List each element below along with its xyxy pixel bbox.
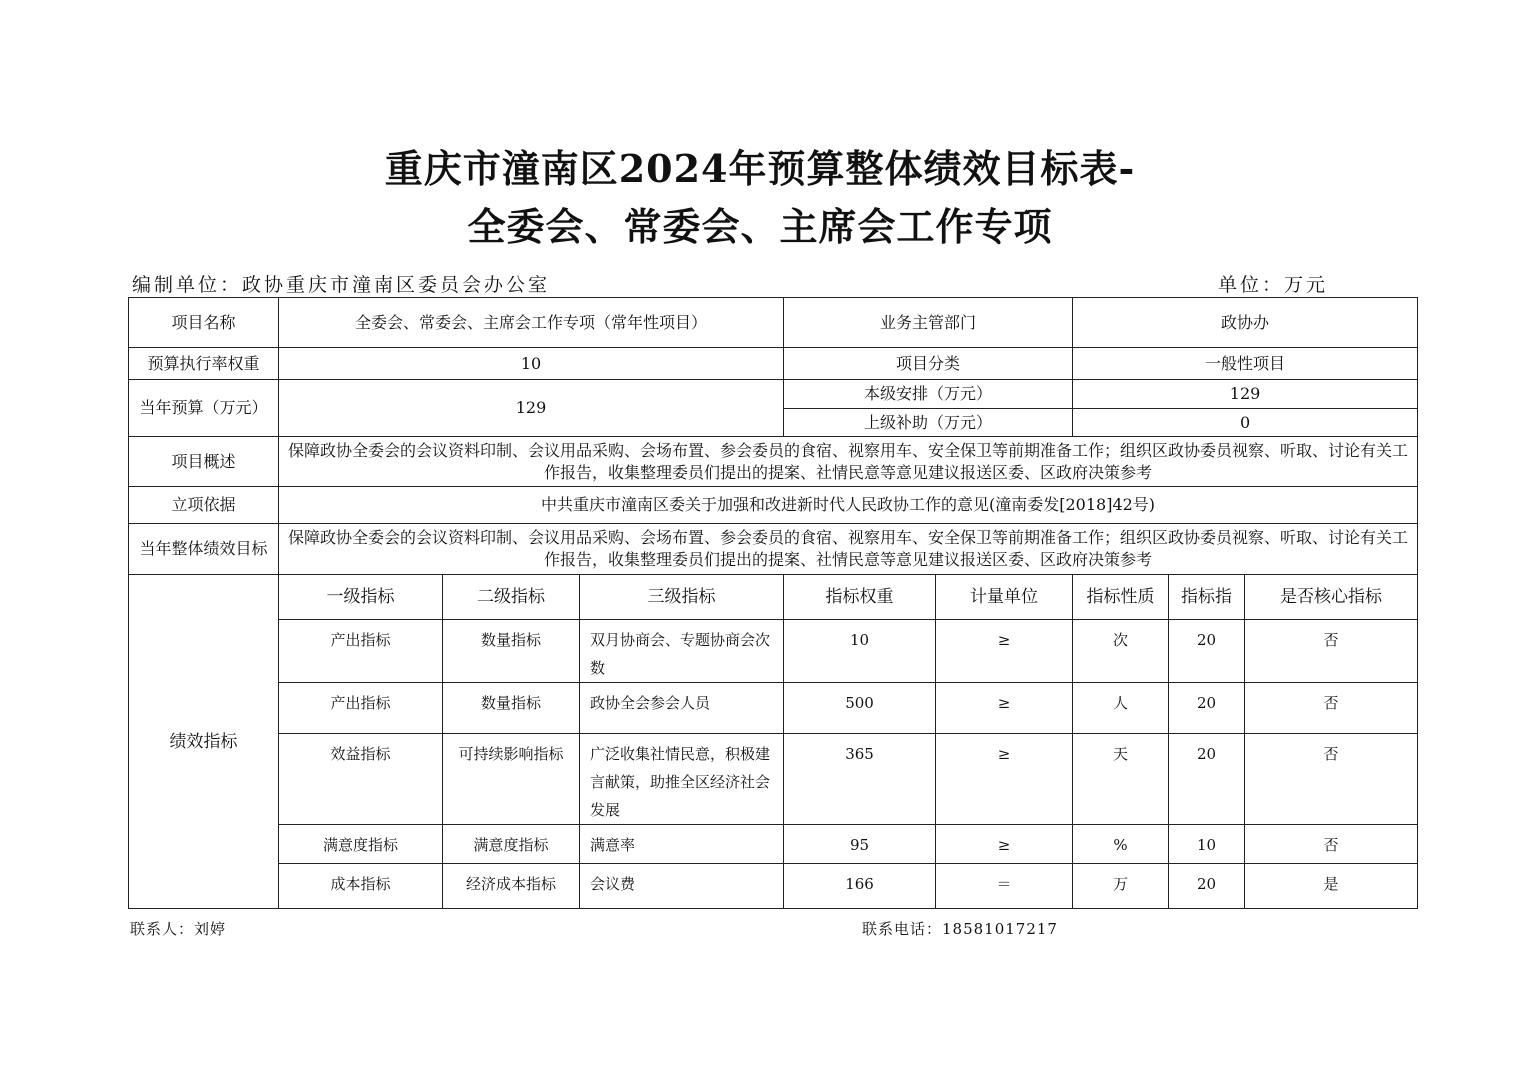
- page-title-line1: 重庆市潼南区2024年预算整体绩效目标表-: [384, 146, 1136, 191]
- header-unit: 计量单位: [936, 575, 1073, 620]
- indicator-level1: 产出指标: [279, 683, 443, 734]
- upper-label: 上级补助（万元）: [784, 409, 1073, 437]
- indicator-level3: 满意率: [580, 825, 784, 864]
- table-row: [129, 734, 1418, 825]
- indicator-value: 10: [1169, 825, 1245, 864]
- indicator-weight: 10: [784, 620, 936, 683]
- indicator-header-row: [129, 575, 1418, 620]
- indicator-level3: 双月协商会、专题协商会次数: [580, 620, 784, 683]
- indicator-level2: 可持续影响指标: [443, 734, 580, 825]
- row-basis: [129, 487, 1418, 524]
- unit-label: 单位：万元: [1218, 274, 1329, 296]
- rate-label: 预算执行率权重: [129, 348, 279, 380]
- row-goal: [129, 524, 1418, 575]
- indicator-level3: 广泛收集社情民意，积极建言献策，助推全区经济社会发展: [580, 734, 784, 825]
- table-row: [129, 620, 1418, 683]
- goal-value: 保障政协全委会的会议资料印制、会议用品采购、会场布置、参会委员的食宿、视察用车、安全保卫等前期准备工作；组织区政协委员视察、听取、讨论有关工作报告，收集整理委员们提出的提案、社情民意等意见建议报送区委、区政府决策参考: [279, 524, 1418, 575]
- indicator-level2: 经济成本指标: [443, 864, 580, 909]
- goal-label: 当年整体绩效目标: [129, 524, 279, 575]
- header-level1: 一级指标: [279, 575, 443, 620]
- row-budget-local: [129, 380, 1418, 409]
- dept-label: 业务主管部门: [784, 298, 1073, 348]
- indicator-weight: 166: [784, 864, 936, 909]
- indicator-value: 20: [1169, 734, 1245, 825]
- indicator-unit: 万: [1073, 864, 1169, 909]
- budget-label: 当年预算（万元）: [129, 380, 279, 437]
- indicator-level3: 政协全会参会人员: [580, 683, 784, 734]
- indicator-operator: ≥: [936, 620, 1073, 683]
- basis-value: 中共重庆市潼南区委关于加强和改进新时代人民政协工作的意见(潼南委发[2018]42号): [279, 487, 1418, 524]
- indicator-level1: 效益指标: [279, 734, 443, 825]
- indicators-label: 绩效指标: [129, 575, 279, 909]
- indicator-core: 否: [1245, 683, 1418, 734]
- header-weight: 指标权重: [784, 575, 936, 620]
- category-label: 项目分类: [784, 348, 1073, 380]
- contact-phone: 联系电话：18581017217: [862, 920, 1058, 938]
- indicator-core: 否: [1245, 825, 1418, 864]
- org-label: 编制单位：政协重庆市潼南区委员会办公室: [132, 274, 551, 296]
- indicator-weight: 365: [784, 734, 936, 825]
- page-title-line2: 全委会、常委会、主席会工作专项: [467, 204, 1053, 249]
- indicator-value: 20: [1169, 683, 1245, 734]
- project-name-value: 全委会、常委会、主席会工作专项（常年性项目）: [279, 298, 784, 348]
- table-row: [129, 825, 1418, 864]
- row-overview: [129, 437, 1418, 487]
- table-row: [129, 864, 1418, 909]
- category-value: 一般性项目: [1073, 348, 1418, 380]
- indicator-unit: 人: [1073, 683, 1169, 734]
- header-core: 是否核心指标: [1245, 575, 1418, 620]
- header-value: 指标指: [1169, 575, 1245, 620]
- indicator-operator: ＝: [936, 864, 1073, 909]
- rate-value: 10: [279, 348, 784, 380]
- indicator-level1: 产出指标: [279, 620, 443, 683]
- indicator-operator: ≥: [936, 683, 1073, 734]
- budget-target-table: [128, 297, 1418, 909]
- indicator-core: 否: [1245, 620, 1418, 683]
- header-nature: 指标性质: [1073, 575, 1169, 620]
- indicator-operator: ≥: [936, 825, 1073, 864]
- indicator-level1: 满意度指标: [279, 825, 443, 864]
- row-project-name: [129, 298, 1418, 348]
- basis-label: 立项依据: [129, 487, 279, 524]
- indicator-level3: 会议费: [580, 864, 784, 909]
- table-row: [129, 683, 1418, 734]
- upper-value: 0: [1073, 409, 1418, 437]
- header-level3: 三级指标: [580, 575, 784, 620]
- indicator-level1: 成本指标: [279, 864, 443, 909]
- budget-value: 129: [279, 380, 784, 437]
- indicator-weight: 500: [784, 683, 936, 734]
- indicator-core: 否: [1245, 734, 1418, 825]
- indicator-unit: %: [1073, 825, 1169, 864]
- indicator-unit: 次: [1073, 620, 1169, 683]
- overview-label: 项目概述: [129, 437, 279, 487]
- indicator-core: 是: [1245, 864, 1418, 909]
- header-level2: 二级指标: [443, 575, 580, 620]
- row-rate: [129, 348, 1418, 380]
- local-value: 129: [1073, 380, 1418, 409]
- project-name-label: 项目名称: [129, 298, 279, 348]
- contact-person: 联系人：刘婷: [130, 920, 227, 938]
- indicator-operator: ≥: [936, 734, 1073, 825]
- indicator-unit: 天: [1073, 734, 1169, 825]
- indicator-level2: 满意度指标: [443, 825, 580, 864]
- dept-value: 政协办: [1073, 298, 1418, 348]
- overview-value: 保障政协全委会的会议资料印制、会议用品采购、会场布置、参会委员的食宿、视察用车、安全保卫等前期准备工作；组织区政协委员视察、听取、讨论有关工作报告，收集整理委员们提出的提案、社情民意等意见建议报送区委、区政府决策参考: [279, 437, 1418, 487]
- indicator-value: 20: [1169, 864, 1245, 909]
- indicator-weight: 95: [784, 825, 936, 864]
- indicator-level2: 数量指标: [443, 620, 580, 683]
- local-label: 本级安排（万元）: [784, 380, 1073, 409]
- indicator-value: 20: [1169, 620, 1245, 683]
- indicator-level2: 数量指标: [443, 683, 580, 734]
